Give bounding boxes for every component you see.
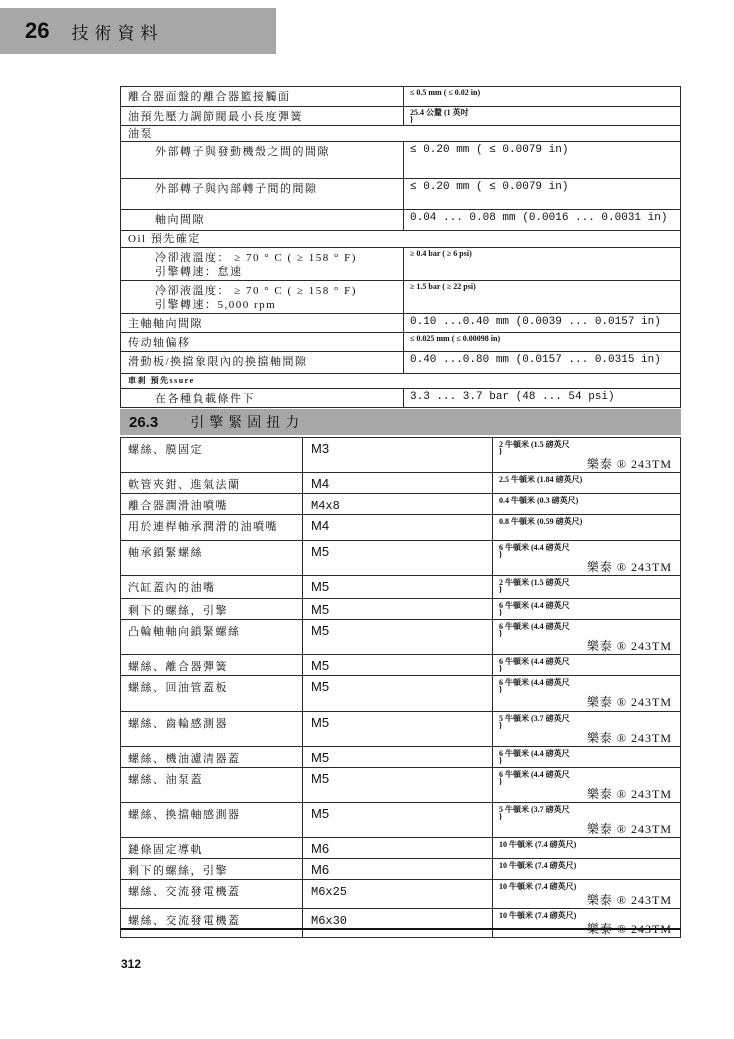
thread-size: M5 xyxy=(302,676,492,711)
spec-section-row xyxy=(121,230,680,247)
torque-value-cell xyxy=(492,768,680,802)
fastener-name: 剩下的螺絲，引擎 xyxy=(128,605,228,617)
fastener-name: 螺絲、回油管蓋板 xyxy=(128,682,228,694)
fastener-name: 螺絲、交流發電機蓋 xyxy=(128,886,241,898)
torque-row xyxy=(121,879,680,908)
spec-value-cell xyxy=(403,389,680,407)
torque-value-cell xyxy=(492,620,680,654)
spec-value: 0.10 ...0.40 mm (0.0039 ... 0.0157 in) xyxy=(410,316,661,328)
spec-table xyxy=(120,86,681,408)
fastener-name: 螺絲、油泵蓋 xyxy=(128,774,203,786)
thread-size: M4x8 xyxy=(302,494,492,514)
torque-value-cell xyxy=(492,541,680,575)
fastener-name: 軟管夾鉗、進氣法蘭 xyxy=(128,479,241,491)
spec-section-label: 油泵 xyxy=(128,128,153,140)
fastener-name: 螺絲、離合器彈簧 xyxy=(128,661,228,673)
fastener-name: 剩下的螺絲，引擎 xyxy=(128,865,228,877)
wrapped-paren: } xyxy=(499,629,503,638)
torque-value-cell xyxy=(492,655,680,675)
thread-size: M5 xyxy=(302,599,492,619)
torque-row xyxy=(121,654,680,675)
torque-row xyxy=(121,746,680,767)
thread-size: M4 xyxy=(302,473,492,493)
loctite-note: 樂泰 ® 243TM xyxy=(586,893,672,907)
torque-row xyxy=(121,837,680,858)
torque-value: 2.5 牛頓米 (1.84 磅英尺) xyxy=(499,475,583,484)
spec-row xyxy=(121,178,680,209)
torque-value: 10 牛頓米 (7.4 磅英尺) xyxy=(499,840,577,849)
loctite-note: 樂泰 ® 243TM xyxy=(586,822,672,836)
torque-row xyxy=(121,619,680,654)
thread-size: M4 xyxy=(302,515,492,540)
spec-row xyxy=(121,313,680,332)
spec-label xyxy=(121,281,403,313)
spec-row xyxy=(121,332,680,351)
torque-value: 6 牛頓米 (4.4 磅英尺 xyxy=(499,749,570,758)
spec-value-cell xyxy=(403,314,680,332)
spec-value: ≤ 0.20 mm ( ≤ 0.0079 in) xyxy=(410,181,569,193)
spec-value-cell xyxy=(403,333,680,351)
thread-size: M5 xyxy=(302,576,492,598)
torque-value: 10 牛頓米 (7.4 磅英尺) xyxy=(499,861,577,870)
torque-value-cell xyxy=(492,599,680,619)
torque-value-cell xyxy=(492,803,680,837)
fastener-name: 用於連桿軸承潤滑的油噴嘴 xyxy=(128,521,278,533)
spec-label: 滑動板/換擋象限內的換擋軸間隙 xyxy=(128,356,308,368)
wrapped-paren: } xyxy=(499,664,503,673)
torque-value: 10 牛頓米 (7.4 磅英尺) xyxy=(499,882,577,891)
fastener-name: 螺絲、機油濾清器蓋 xyxy=(128,753,241,765)
section-header-bar xyxy=(120,409,681,435)
spec-label xyxy=(121,248,403,280)
spec-value-cell xyxy=(403,87,680,106)
torque-value-cell xyxy=(492,859,680,879)
loctite-note: 樂泰 ® 243TM xyxy=(586,922,672,936)
chapter-header-bar xyxy=(0,8,276,54)
page-number: 312 xyxy=(121,957,142,971)
chapter-title: 技術資料 xyxy=(71,23,164,43)
torque-row xyxy=(121,711,680,746)
torque-row xyxy=(121,540,680,575)
spec-row xyxy=(121,247,680,280)
footer-rule xyxy=(120,928,681,930)
torque-table xyxy=(120,437,681,938)
torque-value-cell xyxy=(492,880,680,908)
thread-size: M6x30 xyxy=(302,909,492,937)
spec-row xyxy=(121,388,680,407)
torque-row xyxy=(121,493,680,514)
loctite-note: 樂泰 ® 243TM xyxy=(586,787,672,801)
wrapped-paren: } xyxy=(410,115,414,124)
torque-value: 2 牛頓米 (1.5 磅英尺 xyxy=(499,578,570,587)
torque-value: 6 牛頓米 (4.4 磅英尺 xyxy=(499,770,570,779)
spec-label: 在各種負載條件下 xyxy=(155,393,255,405)
loctite-note: 樂泰 ® 243TM xyxy=(586,695,672,709)
section-number: 26.3 xyxy=(129,413,159,431)
torque-value-cell xyxy=(492,838,680,858)
spec-label: 传动轴偏移 xyxy=(128,337,191,349)
thread-size: M5 xyxy=(302,768,492,802)
fastener-name: 螺絲、交流發電機蓋 xyxy=(128,915,241,927)
thread-size: M3 xyxy=(302,438,492,472)
wrapped-paren: } xyxy=(499,812,503,821)
torque-row xyxy=(121,472,680,493)
spec-value-cell xyxy=(403,352,680,373)
spec-value: ≤ 0.20 mm ( ≤ 0.0079 in) xyxy=(410,144,569,156)
fastener-name: 螺絲、換擋軸感測器 xyxy=(128,809,241,821)
wrapped-paren: } xyxy=(499,721,503,730)
spec-value-cell xyxy=(403,248,680,280)
spec-row xyxy=(121,106,680,125)
spec-label-line2: 引擎轉速：5,000 rpm xyxy=(155,299,277,311)
spec-value-cell xyxy=(403,142,680,178)
torque-value-cell xyxy=(492,747,680,767)
torque-value-cell xyxy=(492,438,680,472)
spec-value: ≤ 0.025 mm ( ≤ 0.00098 in) xyxy=(410,334,501,343)
spec-value: ≥ 1.5 bar ( ≥ 22 psi) xyxy=(410,282,476,291)
spec-label-line1: 冷卻液溫度： ≥ 70 ° C ( ≥ 158 ° F) xyxy=(155,285,357,297)
spec-label-line2: 引擎轉速：怠速 xyxy=(155,266,243,278)
spec-value: ≥ 0.4 bar ( ≥ 6 psi) xyxy=(410,249,472,258)
fastener-name: 離合器潤滑油噴嘴 xyxy=(128,500,228,512)
thread-size: M5 xyxy=(302,803,492,837)
wrapped-paren: } xyxy=(499,685,503,694)
torque-value: 0.8 牛頓米 (0.59 磅英尺) xyxy=(499,517,583,526)
wrapped-paren: } xyxy=(499,777,503,786)
torque-value: 6 牛頓米 (4.4 磅英尺 xyxy=(499,601,570,610)
spec-label: 外部轉子與發動機殼之間的間隙 xyxy=(155,146,330,158)
wrapped-paren: } xyxy=(499,585,503,594)
torque-row xyxy=(121,802,680,837)
spec-row xyxy=(121,280,680,313)
torque-value: 5 牛頓米 (3.7 磅英尺 xyxy=(499,805,570,814)
wrapped-paren: } xyxy=(499,756,503,765)
thread-size: M6 xyxy=(302,838,492,858)
torque-value-cell xyxy=(492,712,680,746)
thread-size: M6 xyxy=(302,859,492,879)
torque-row xyxy=(121,598,680,619)
torque-value: 0.4 牛頓米 (0.3 磅英尺) xyxy=(499,496,579,505)
torque-value: 5 牛頓米 (3.7 磅英尺 xyxy=(499,714,570,723)
thread-size: M5 xyxy=(302,747,492,767)
fastener-name: 鏈條固定導軌 xyxy=(128,844,203,856)
torque-row xyxy=(121,514,680,540)
loctite-note: 樂泰 ® 243TM xyxy=(586,560,672,574)
torque-row xyxy=(121,675,680,711)
torque-value: 6 牛頓米 (4.4 磅英尺 xyxy=(499,678,570,687)
torque-row xyxy=(121,767,680,802)
spec-value: 0.40 ...0.80 mm (0.0157 ... 0.0315 in) xyxy=(410,354,661,366)
spec-value: 3.3 ... 3.7 bar (48 ... 54 psi) xyxy=(410,391,615,403)
spec-row xyxy=(121,209,680,230)
spec-label-line1: 冷卻液溫度： ≥ 70 ° C ( ≥ 158 ° F) xyxy=(155,252,357,264)
spec-value-cell xyxy=(403,281,680,313)
spec-section-row xyxy=(121,373,680,388)
fastener-name: 螺絲、膜固定 xyxy=(128,444,203,456)
torque-value-cell xyxy=(492,676,680,711)
spec-value-cell xyxy=(403,179,680,209)
spec-value: 25.4 公釐 (1 英吋 xyxy=(410,108,469,117)
spec-value-cell xyxy=(403,210,680,230)
spec-section-row xyxy=(121,125,680,141)
wrapped-paren: } xyxy=(499,608,503,617)
wrapped-paren: } xyxy=(499,447,503,456)
spec-row xyxy=(121,351,680,373)
chapter-number: 26 xyxy=(25,18,50,43)
torque-value: 6 牛頓米 (4.4 磅英尺 xyxy=(499,657,570,666)
torque-value-cell xyxy=(492,909,680,937)
torque-row xyxy=(121,575,680,598)
spec-row xyxy=(121,141,680,178)
spec-label: 軸向間隙 xyxy=(155,214,205,226)
torque-value-cell xyxy=(492,494,680,514)
torque-value: 2 牛頓米 (1.5 磅英尺 xyxy=(499,440,570,449)
section-title: 引擎緊固扭力 xyxy=(190,416,305,431)
torque-row xyxy=(121,908,680,937)
torque-value-cell xyxy=(492,515,680,540)
fastener-name: 凸輪軸軸向鎖緊螺絲 xyxy=(128,626,241,638)
spec-row xyxy=(121,87,680,106)
spec-section-label: Oil 預先確定 xyxy=(128,233,201,245)
spec-value: ≤ 0.5 mm ( ≤ 0.02 in) xyxy=(410,88,481,97)
spec-label: 主軸軸向間隙 xyxy=(128,318,203,330)
spec-value-cell xyxy=(403,107,680,125)
spec-label: 外部轉子與內部轉子間的間隙 xyxy=(155,183,318,195)
fastener-name: 螺絲、齒輪感測器 xyxy=(128,718,228,730)
torque-value: 6 牛頓米 (4.4 磅英尺 xyxy=(499,543,570,552)
thread-size: M5 xyxy=(302,620,492,654)
thread-size: M6x25 xyxy=(302,880,492,908)
torque-value-cell xyxy=(492,473,680,493)
spec-value: 0.04 ... 0.08 mm (0.0016 ... 0.0031 in) xyxy=(410,212,668,224)
wrapped-paren: } xyxy=(499,550,503,559)
torque-value-cell xyxy=(492,576,680,598)
spec-section-label: 車剎 預先ssure xyxy=(128,376,195,385)
loctite-note: 樂泰 ® 243TM xyxy=(586,457,672,471)
torque-value: 6 牛頓米 (4.4 磅英尺 xyxy=(499,622,570,631)
loctite-note: 樂泰 ® 243TM xyxy=(586,639,672,653)
thread-size: M5 xyxy=(302,541,492,575)
thread-size: M5 xyxy=(302,655,492,675)
torque-value: 10 牛頓米 (7.4 磅英尺) xyxy=(499,911,577,920)
torque-row xyxy=(121,858,680,879)
torque-row xyxy=(121,438,680,472)
spec-label: 離合器面盤的離合器籃接觸面 xyxy=(128,91,291,103)
fastener-name: 汽缸蓋內的油嘴 xyxy=(128,582,216,594)
fastener-name: 軸承鎖緊螺絲 xyxy=(128,547,203,559)
thread-size: M5 xyxy=(302,712,492,746)
loctite-note: 樂泰 ® 243TM xyxy=(586,731,672,745)
spec-label: 油預先壓力調節閥最小長度彈簧 xyxy=(128,111,303,123)
